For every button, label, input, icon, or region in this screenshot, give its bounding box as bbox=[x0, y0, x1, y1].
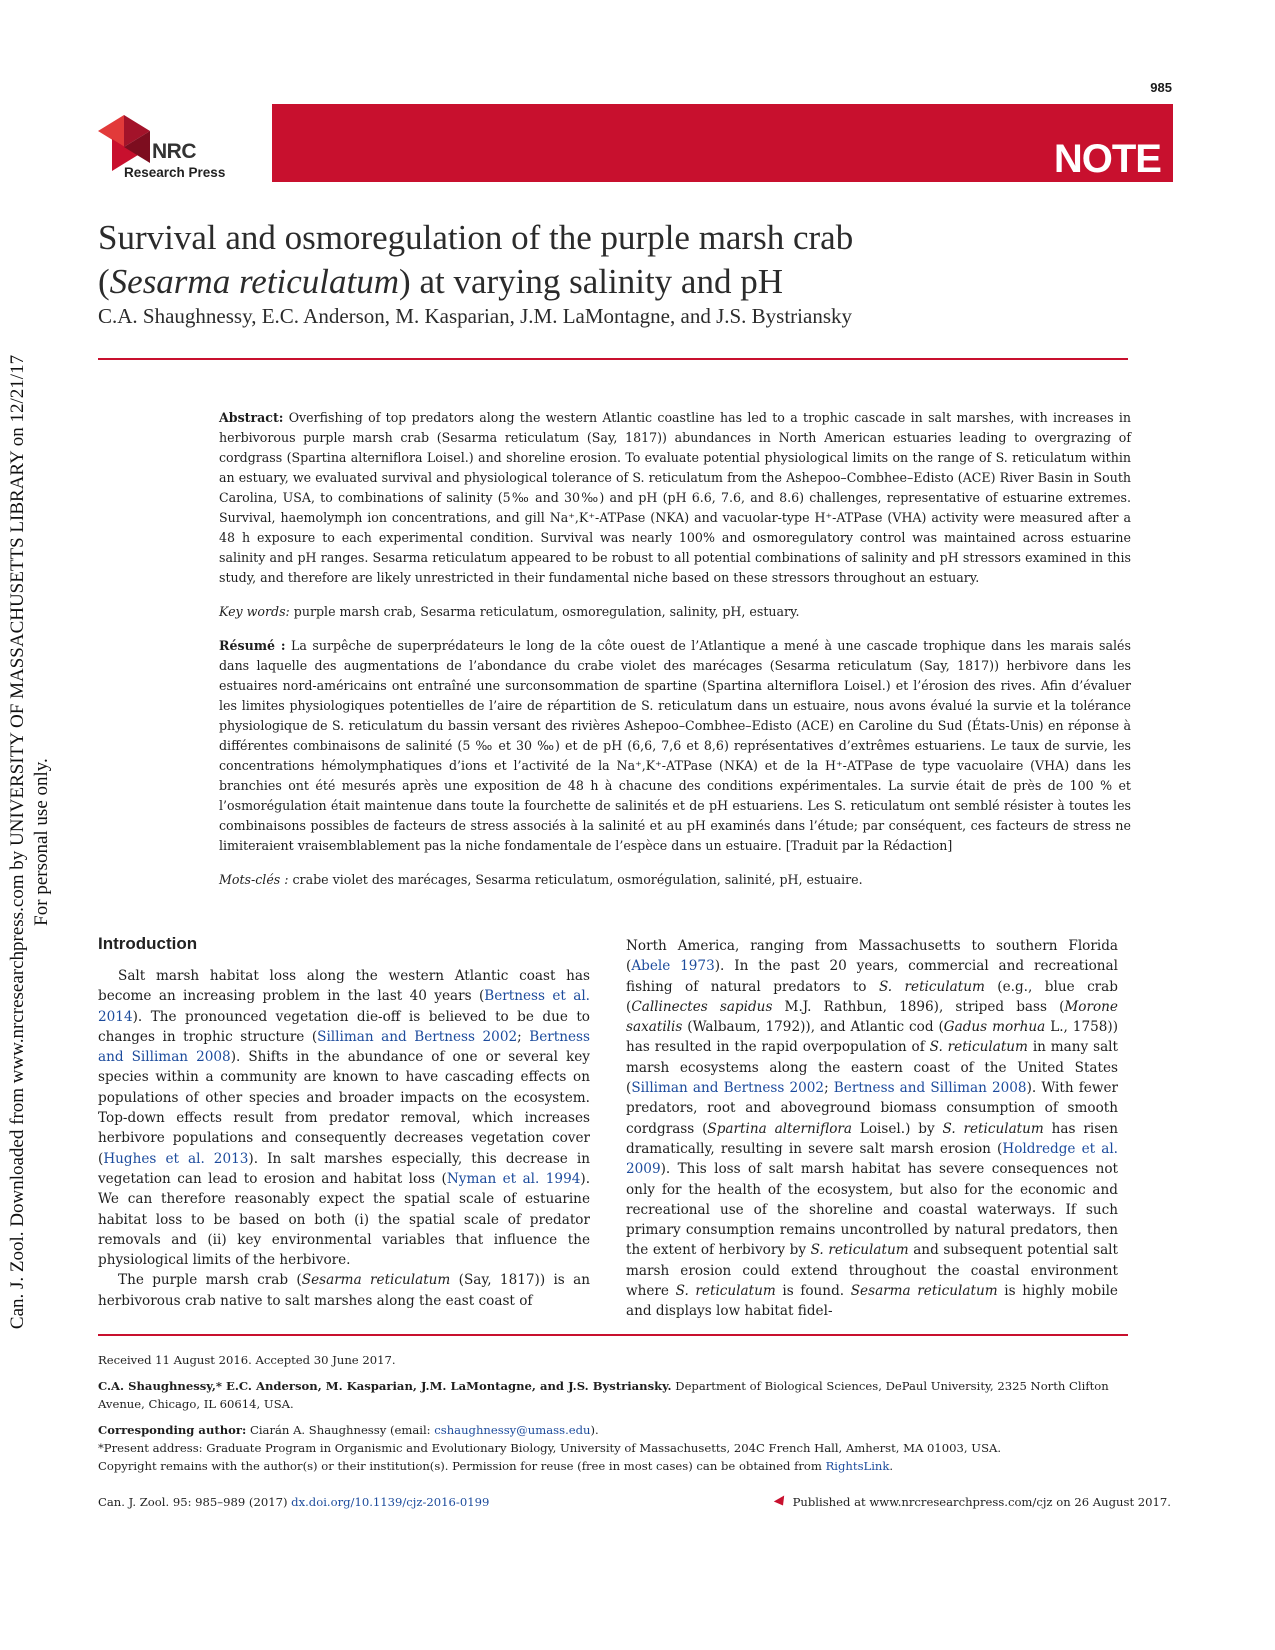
footnotes bbox=[98, 1351, 1138, 1483]
corresponding-email-link[interactable]: cshaughnessy@umass.edu bbox=[434, 1423, 591, 1437]
body-column-right bbox=[626, 936, 1118, 1322]
download-watermark bbox=[6, 192, 54, 1492]
mots-cles bbox=[219, 870, 1131, 890]
logo-subtitle: Research Press bbox=[124, 165, 226, 180]
key-words-label: Key words: bbox=[219, 604, 290, 619]
abstract bbox=[219, 408, 1131, 588]
title-line-2: at varying salinity and pH bbox=[410, 262, 783, 301]
intro-paragraph-1: Salt marsh habitat loss along the western Atlantic coast has become an increasing problem in the last 40 years (Bertness et al. 2014). The pronounced vegetation die-off is believed to be due to changes in trophic structure (Silliman and Bertness 2002; Bertness and Silliman 2008). Shifts in the abundance of one or several key species within a community are known to have cascading effects on populations of other species and broader impacts on the ecosystem. Top-down effects result from predator removal, which increases herbivore populations and consequently decreases vegetation cover (Hughes et al. 2013). In salt marshes especially, this decrease in vegetation can lead to erosion and habitat loss (Nyman et al. 1994). We can therefore reasonably expect the spatial scale of estuarine habitat loss to be based on both (i) the spatial scale of predator removals and (ii) key environmental variables that influence the physiological limits of the herbivore. bbox=[98, 968, 591, 1269]
author-list: C.A. Shaughnessy, E.C. Anderson, M. Kasparian, J.M. LaMontagne, and J.S. Bystriansky bbox=[98, 304, 853, 328]
watermark-line-2: For personal use only. bbox=[31, 758, 52, 926]
present-address: *Present address: Graduate Program in Organismic and Evolutionary Biology, University of Massachusetts, 204C French Hall, Amherst, MA 01003, USA. bbox=[98, 1441, 1002, 1455]
ref-hughes-2013[interactable]: Hughes et al. 2013 bbox=[103, 1150, 249, 1167]
copyright-notice: Copyright remains with the author(s) or their institution(s). Permission for reuse (free in most cases) can be obtained from RightsLink. bbox=[98, 1459, 894, 1473]
ref-bertness-2008-b[interactable]: Bertness and Silliman 2008 bbox=[833, 1080, 1027, 1097]
mots-cles-label: Mots-clés : bbox=[219, 872, 289, 887]
abstract-label: Abstract: bbox=[219, 410, 284, 425]
corresponding-author: Corresponding author: Ciarán A. Shaughnessy (email: cshaughnessy@umass.edu). bbox=[98, 1423, 599, 1437]
title-line-1: Survival and osmoregulation of the purple marsh crab bbox=[98, 218, 854, 257]
watermark-line-1: Can. J. Zool. Downloaded from www.nrcresearchpress.com by UNIVERSITY OF MASSACHUSETTS LIBRARY on 12/21/17 bbox=[7, 354, 28, 1330]
title-divider bbox=[98, 358, 1128, 360]
abstract-section bbox=[219, 408, 1131, 904]
ref-bertness-2014[interactable]: Bertness et al. 2014 bbox=[98, 988, 590, 1025]
ref-nyman-1994[interactable]: Nyman et al. 1994 bbox=[446, 1170, 581, 1187]
rightslink-link[interactable]: RightsLink bbox=[825, 1459, 890, 1473]
resume bbox=[219, 636, 1131, 856]
doi-link[interactable]: dx.doi.org/10.1139/cjz-2016-0199 bbox=[291, 1495, 490, 1509]
logo-name: NRC bbox=[152, 140, 196, 163]
key-words-text: purple marsh crab, Sesarma reticulatum, osmoregulation, salinity, pH, estuary. bbox=[289, 604, 800, 619]
title-species: Sesarma reticulatum bbox=[109, 262, 400, 301]
affiliation bbox=[98, 1377, 1138, 1413]
article-title: Survival and osmoregulation of the purple marsh crab (Sesarma reticulatum) at varying salinity and pH bbox=[98, 218, 854, 301]
ref-abele-1973[interactable]: Abele 1973 bbox=[631, 958, 715, 975]
ref-bertness-2008[interactable]: Bertness and Silliman 2008 bbox=[98, 1028, 590, 1066]
article-type-label: NOTE bbox=[1053, 137, 1161, 181]
page-number: 985 bbox=[1150, 80, 1172, 95]
published-line: Published at www.nrcresearchpress.com/cjz on 26 August 2017. bbox=[775, 1495, 1171, 1509]
received-dates: Received 11 August 2016. Accepted 30 June 2017. bbox=[98, 1353, 396, 1367]
abstract-text: Overfishing of top predators along the western Atlantic coastline has led to a trophic cascade in salt marshes, with increases in herbivorous purple marsh crab (Sesarma reticulatum (Say, 1817)) abundances in North American estuaries leading to overgrazing of cordgrass (Spartina alterniflora Loisel.) and shoreline erosion. To evaluate potential physiological limits on the range of S. reticulatum within an estuary, we evaluated survival and physiological tolerance of S. reticulatum from the Ashepoo–Combhee–Edisto (ACE) River Basin in South Carolina, USA, to combinations of salinity (5‰ and 30‰) and pH (pH 6.6, 7.6, and 8.6) challenges, representative of estuarine extremes. Survival, haemolymph ion concentrations, and gill Na⁺,K⁺-ATPase (NKA) and vacuolar-type H⁺-ATPase (VHA) activity were measured after a 48 h exposure to each experimental condition. Survival was nearly 100% and osmoregulatory control was maintained across estuarine salinity and pH ranges. Sesarma reticulatum appeared to be robust to all potential combinations of salinity and pH stressors examined in this study, and therefore are likely unrestricted in their fundamental niche based on these stressors throughout an estuary. bbox=[219, 410, 1131, 585]
resume-text: La surpêche de superprédateurs le long de la côte ouest de l’Atlantique a mené à une cascade trophique dans les marais salés dans laquelle des augmentations de l’abondance du crabe violet des marécages (Sesarma reticulatum (Say, 1817)) herbivore dans les estuaires nord-américains ont entraîné une surconsommation de spartine (Spartina alterniflora Loisel.) et l’érosion des rives. Afin d’évaluer les limites physiologiques potentielles de l’aire de répartition de S. reticulatum dans un estuaire, nous avons évalué la survie et la tolérance physiologique de S. reticulatum du bassin versant des rivières Ashepoo–Combhee–Edisto (ACE) en Caroline du Sud (États-Unis) en réponse à différentes combinaisons de salinité (5 ‰ et 30 ‰) et de pH (6,6, 7,6 et 8,6) représentatives d’extrêmes estuariens. Le taux de survie, les concentrations hémolymphatiques d’ions et l’activité de la Na⁺,K⁺-ATPase (NKA) et de la H⁺-ATPase de type vacuolaire (VHA) dans les branchies ont été mesurés après une exposition de 48 h à chacune des conditions expérimentales. La survie était de près de 100 % et l’osmorégulation était maintenue dans toute la fourchette de salinités et de pH estuariens. Les S. reticulatum ont semblé résister à toutes les combinaisons possibles de facteurs de stress associés à la salinité et au pH examinés dans l’étude; par conséquent, ces facteurs de stress ne limiteraient vraisemblablement pas la niche fondamentale de l’espèce dans un estuaire. [Traduit par la Rédaction] bbox=[219, 638, 1131, 853]
resume-label: Résumé : bbox=[219, 638, 286, 653]
footnote-divider bbox=[98, 1334, 1128, 1336]
affiliation-address: Department of Biological Sciences, DePaul University, 2325 North Clifton Avenue, Chicago, IL 60614, USA. bbox=[98, 1379, 1109, 1411]
intro-paragraph-2: The purple marsh crab (Sesarma reticulatum (Say, 1817)) is an herbivorous crab native to salt marshes along the east coast of bbox=[98, 1272, 590, 1309]
article-type-banner bbox=[272, 104, 1173, 182]
introduction-heading: Introduction bbox=[98, 934, 198, 953]
affiliation-authors: C.A. Shaughnessy,* E.C. Anderson, M. Kasparian, J.M. LaMontagne, and J.S. Bystriansky. bbox=[98, 1379, 672, 1393]
mots-cles-text: crabe violet des marécages, Sesarma reticulatum, osmorégulation, salinité, pH, estuaire. bbox=[288, 872, 863, 887]
published-arrow-icon bbox=[773, 1496, 787, 1509]
ref-holdredge-2009[interactable]: Holdredge et al. 2009 bbox=[626, 1140, 1118, 1178]
body-column-left bbox=[98, 966, 590, 1311]
ref-silliman-2002[interactable]: Silliman and Bertness 2002 bbox=[317, 1028, 518, 1045]
intro-paragraph-2-cont: North America, ranging from Massachusetts to southern Florida (Abele 1973). In the past 20 years, commercial and recreational fishing of natural predators to S. reticulatum (e.g., blue crab (Callinectes sapidus M.J. Rathbun, 1896), striped bass (Morone saxatilis (Walbaum, 1792)), and Atlantic cod (Gadus morhua L., 1758)) has resulted in the rapid overpopulation of S. reticulatum in many salt marsh ecosystems along the eastern coast of the United States (Silliman and Bertness 2002; Bertness and Silliman 2008). With fewer predators, root and aboveground biomass consumption of smooth cordgrass (Spartina alterniflora Loisel.) by S. reticulatum has risen dramatically, resulting in severe salt marsh erosion (Holdredge et al. 2009). This loss of salt marsh habitat has severe consequences not only for the health of the ecosystem, but also for the economic and recreational use of the shoreline and coastal waterways. If such primary consumption remains uncontrolled by natural predators, then the extent of herbivory by S. reticulatum and subsequent potential salt marsh erosion could extend throughout the coastal environment where S. reticulatum is found. Sesarma reticulatum is highly mobile and displays low habitat fidel- bbox=[626, 938, 1119, 1320]
citation-line: Can. J. Zool. 95: 985–989 (2017) dx.doi.org/10.1139/cjz-2016-0199 bbox=[98, 1495, 490, 1509]
ref-silliman-2002-b[interactable]: Silliman and Bertness 2002 bbox=[631, 1080, 825, 1097]
key-words bbox=[219, 602, 1131, 622]
